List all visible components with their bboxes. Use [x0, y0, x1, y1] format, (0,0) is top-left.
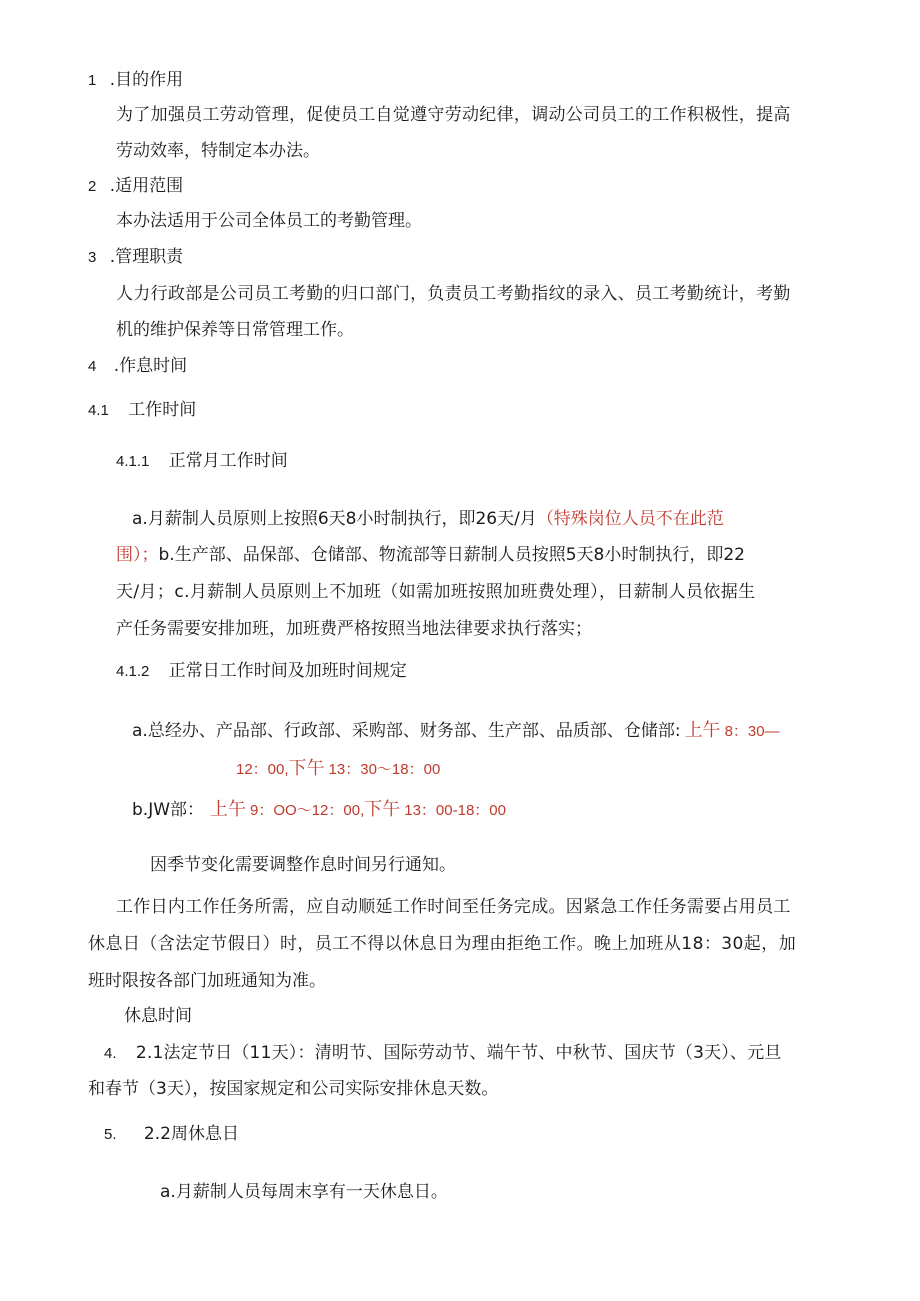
section-number: 3	[88, 249, 97, 266]
rest-time-heading: 休息时间	[124, 1006, 192, 1026]
text-run: b.JW部：	[132, 800, 205, 820]
section-title: .作息时间	[113, 356, 188, 376]
text-run: b.生产部、品保部、仓储部、物流部等日薪制人员按照5天8小时制执行，即22	[158, 545, 745, 565]
paragraph-line: 因季节变化需要调整作息时间另行通知。	[150, 855, 456, 875]
section-number: 4	[88, 358, 97, 375]
section-2-heading	[88, 174, 183, 199]
highlight-text: 13：00-18：00	[404, 802, 506, 819]
highlight-text: 上午	[684, 720, 721, 741]
section-title: .管理职责	[109, 247, 184, 267]
paragraph-line: 天/月；c.月薪制人员原则上不加班（如需加班按照加班费处理），日薪制人员依据生	[116, 582, 756, 602]
highlight-text: 9：OO～12：00,	[250, 802, 365, 819]
highlight-text: （特殊岗位人员不在此范	[536, 509, 724, 529]
section-4-heading	[88, 354, 187, 379]
highlight-text: 围）；	[116, 545, 159, 565]
list-number: 4.	[104, 1045, 117, 1062]
section-title: 正常日工作时间及加班时间规定	[168, 661, 407, 681]
paragraph-line: 休息日（含法定节假日）时，员工不得以休息日为理由拒绝工作。晚上加班从18：30起，加	[88, 934, 797, 954]
paragraph-line: 机的维护保养等日常管理工作。	[116, 320, 354, 340]
section-4-1-2-heading	[116, 659, 407, 684]
highlight-text: 12：00,	[236, 761, 289, 778]
list-number: 5.	[104, 1126, 117, 1143]
paragraph-line	[132, 798, 506, 823]
text-run: a.月薪制人员原则上按照6天8小时制执行，即26天/月	[132, 509, 537, 529]
paragraph-line	[236, 757, 440, 782]
section-number: 4.1	[88, 402, 109, 419]
highlight-text: 下午	[364, 799, 401, 820]
paragraph-line: 产任务需要安排加班，加班费严格按照当地法律要求执行落实；	[116, 619, 592, 639]
section-3-heading	[88, 245, 183, 270]
highlight-text: 上午	[210, 799, 247, 820]
section-title: .目的作用	[109, 70, 184, 90]
section-title: .适用范围	[109, 176, 184, 196]
paragraph-line: 工作日内工作任务所需，应自动顺延工作时间至任务完成。因紧急工作任务需要占用员工	[116, 897, 791, 917]
section-number: 4.1.1	[116, 453, 150, 470]
text-run: a.总经办、产品部、行政部、采购部、财务部、生产部、品质部、仓储部:	[132, 721, 681, 741]
section-4-1-heading	[88, 398, 196, 423]
paragraph-line	[132, 719, 780, 744]
highlight-text: 下午	[288, 758, 325, 779]
highlight-text: 13：30～18：00	[328, 761, 441, 778]
list-item	[104, 1041, 782, 1066]
paragraph-line: 和春节（3天），按国家规定和公司实际安排休息天数。	[88, 1079, 499, 1099]
list-item	[104, 1122, 239, 1147]
text-run: 2.2周休息日	[143, 1124, 239, 1144]
section-number: 1	[88, 72, 97, 89]
paragraph-line: 本办法适用于公司全体员工的考勤管理。	[116, 211, 422, 231]
text-run: 2.1法定节日（11天）：清明节、国际劳动节、端午节、中秋节、国庆节（3天）、元旦	[135, 1043, 782, 1063]
section-number: 4.1.2	[116, 663, 150, 680]
section-title: 工作时间	[128, 400, 197, 420]
paragraph-line: 劳动效率，特制定本办法。	[116, 141, 320, 161]
section-1-heading	[88, 68, 183, 93]
section-title: 正常月工作时间	[168, 451, 288, 471]
paragraph-line: 为了加强员工劳动管理，促使员工自觉遵守劳动纪律，调动公司员工的工作积极性，提高	[116, 105, 791, 125]
section-number: 2	[88, 178, 97, 195]
paragraph-line: 人力行政部是公司员工考勤的归口部门，负责员工考勤指纹的录入、员工考勤统计，考勤	[116, 284, 791, 304]
highlight-text: 8：30—	[724, 723, 780, 740]
paragraph-line	[132, 507, 724, 531]
section-4-1-1-heading	[116, 449, 288, 474]
paragraph-line	[116, 543, 745, 567]
paragraph-line: 班时限按各部门加班通知为准。	[88, 971, 326, 991]
paragraph-line: a.月薪制人员每周末享有一天休息日。	[160, 1182, 448, 1202]
